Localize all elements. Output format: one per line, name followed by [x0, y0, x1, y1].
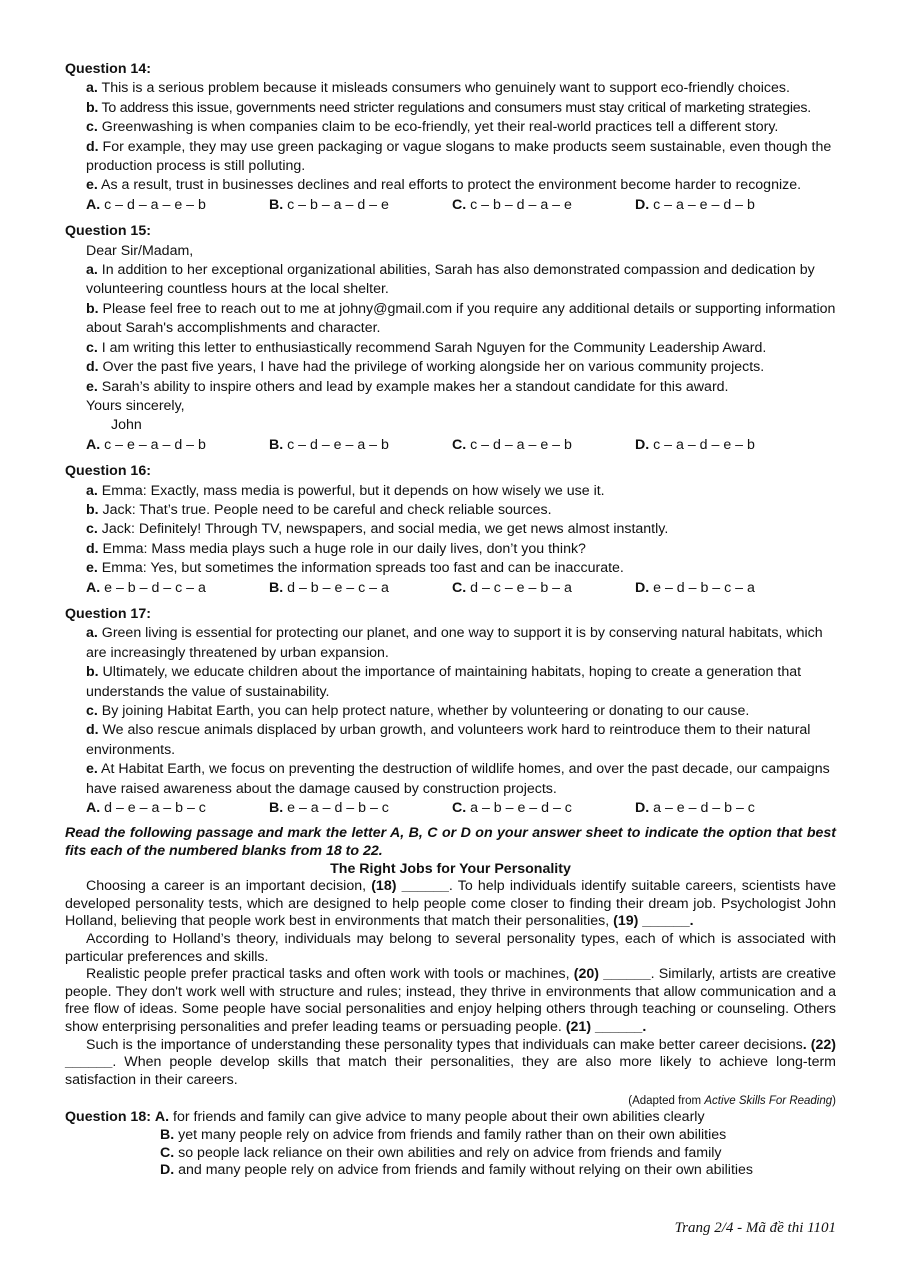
- exam-page: [65, 60, 836, 1180]
- sentence-b: b. Ultimately, we educate children about the importance of maintaining habitats, hoping to create a generation that understands the value of sustainability.: [86, 664, 802, 700]
- option-d[interactable]: D. c – a – d – e – b: [635, 436, 755, 453]
- option-d[interactable]: D. and many people rely on advice from friends and family without relying on their own abilities: [160, 1162, 754, 1179]
- reading-section: [65, 825, 836, 1109]
- question-title: Question 18:: [65, 1109, 151, 1126]
- letter-closing: Yours sincerely,: [86, 397, 185, 414]
- sentence-a: a. This is a serious problem because it misleads consumers who genuinely want to support eco-friendly choices.: [86, 80, 790, 97]
- sentence-b: b. To address this issue, governments need stricter regulations and consumers must stay critical of marketing strategies.: [86, 99, 811, 116]
- option-b[interactable]: B. d – b – e – c – a: [269, 579, 389, 596]
- sentence-b: b. Please feel free to reach out to me at johny@gmail.com if you require any additional details or supporting information about Sarah's accomplishments and character.: [86, 300, 836, 337]
- sentence-c: c. Greenwashing is when companies claim to be eco-friendly, yet their real-world practices tell a different story.: [86, 119, 779, 136]
- option-b[interactable]: B. yet many people rely on advice from friends and family rather than on their own abilities: [160, 1126, 727, 1143]
- option-c[interactable]: C. so people lack reliance on their own abilities and rely on advice from friends and family: [160, 1144, 722, 1161]
- answer-options: [86, 196, 836, 215]
- passage-paragraph-3: Realistic people prefer practical tasks and often work with tools or machines, (20) ______. Similarly, artists are creative people. They don't work well with structure and rules; instead, they thrive in environments that allow communication and a free flow of ideas. Some people have social personalities and enjoy helping others through teaching or counseling. Others show enterprising personalities and prefer leading teams or persuading people. (21) ______.: [65, 966, 837, 1035]
- option-c[interactable]: C. c – d – a – e – b: [452, 436, 572, 453]
- question-14: [65, 60, 836, 215]
- sentence-e: e. Emma: Yes, but sometimes the information spreads too fast and can be inaccurate.: [86, 560, 624, 577]
- sentence-d: d. Emma: Mass media plays such a huge role in our daily lives, don’t you think?: [86, 540, 586, 557]
- question-17: [65, 605, 836, 818]
- blank-22: . (22) ______: [65, 1036, 836, 1071]
- option-a[interactable]: A. c – e – a – d – b: [86, 436, 206, 453]
- option-d[interactable]: D. a – e – d – b – c: [635, 800, 755, 817]
- passage-title: The Right Jobs for Your Personality: [330, 860, 571, 877]
- sentence-a: a. In addition to her exceptional organizational abilities, Sarah has also demonstrated compassion and dedication by volunteering countless hours at the local shelter.: [86, 262, 815, 298]
- sentence-a: a. Emma: Exactly, mass media is powerful, but it depends on how wisely we use it.: [86, 482, 605, 499]
- option-c[interactable]: C. c – b – d – a – e: [452, 196, 572, 213]
- option-a[interactable]: A. d – e – a – b – c: [86, 800, 206, 817]
- blank-20: (20) ______: [573, 966, 651, 983]
- sentence-c: c. By joining Habitat Earth, you can help protect nature, whether by volunteering or donating to our cause.: [86, 703, 750, 719]
- sentence-c: c. Jack: Definitely! Through TV, newspapers, and social media, we get news almost instantly.: [86, 521, 669, 538]
- sentence-d: d. We also rescue animals displaced by urban growth, and volunteers work hard to reintroduce them to their natural environments.: [86, 722, 811, 758]
- letter-signature: John: [111, 417, 142, 434]
- letter-greeting: Dear Sir/Madam,: [86, 242, 194, 259]
- question-15: [65, 222, 836, 455]
- sentence-e: e. As a result, trust in businesses declines and real efforts to protect the environment become harder to recognize.: [86, 177, 802, 194]
- question-title: Question 16:: [65, 463, 151, 480]
- sentence-a: a. Green living is essential for protecting our planet, and one way to support it is by conserving natural habitats, which are increasingly threatened by urban expansion.: [86, 625, 823, 661]
- passage-paragraph-1: Choosing a career is an important decision, (18) ______. To help individuals identify suitable careers, scientists have developed personality tests, which are designed to help people come closer to finding their dream job. Psychologist John Holland, believing that people work best in environments that match their personalities, (19) ______.: [65, 878, 836, 930]
- option-b[interactable]: B. c – d – e – a – b: [269, 436, 389, 453]
- option-a[interactable]: Question 18: A. for friends and family can give advice to many people about their own abilities clearly: [65, 1109, 705, 1126]
- sentence-d: d. Over the past five years, I have had the privilege of working alongside her on various community projects.: [86, 359, 765, 376]
- question-title: Question 17:: [65, 605, 151, 622]
- passage-paragraph-4: Such is the importance of understanding these personality types that individuals can make better career decisions. (22) ______. When people develop skills that match their personalities, they are also more likely to achieve long-term satisfaction in their careers.: [65, 1036, 836, 1088]
- sentence-e: e. Sarah’s ability to inspire others and lead by example makes her a standout candidate for this award.: [86, 378, 729, 395]
- answer-options: [86, 436, 836, 455]
- option-a[interactable]: A. e – b – d – c – a: [86, 579, 206, 596]
- answer-options: [86, 579, 836, 598]
- answer-options: [86, 799, 836, 818]
- sentence-e: e. At Habitat Earth, we focus on preventing the destruction of wildlife homes, and over the past decade, our campaigns have raised awareness about the damage caused by construction projects.: [86, 761, 830, 797]
- sentence-d: d. For example, they may use green packaging or vague slogans to make products seem sustainable, even though the production process is still polluting.: [86, 138, 832, 175]
- question-16: [65, 462, 836, 598]
- sentence-b: b. Jack: That’s true. People need to be careful and check reliable sources.: [86, 501, 552, 518]
- option-d[interactable]: D. e – d – b – c – a: [635, 579, 755, 596]
- passage-paragraph-2: According to Holland’s theory, individuals may belong to several personality types, each of which is associated with particular preferences and skills.: [65, 931, 836, 965]
- option-d[interactable]: D. c – a – e – d – b: [635, 196, 755, 213]
- blank-18: (18) ______: [371, 878, 449, 895]
- option-a[interactable]: A. c – d – a – e – b: [86, 196, 206, 213]
- option-c[interactable]: C. d – c – e – b – a: [452, 579, 572, 596]
- option-c[interactable]: C. a – b – e – d – c: [452, 800, 572, 817]
- passage-source: (Adapted from Active Skills For Reading): [628, 1095, 836, 1108]
- sentence-c: c. I am writing this letter to enthusiastically recommend Sarah Nguyen for the Community Leadership Award.: [86, 339, 767, 356]
- page-footer: Trang 2/4 - Mã đề thi 1101: [674, 1220, 836, 1236]
- option-b[interactable]: B. e – a – d – b – c: [269, 800, 389, 817]
- blank-21: (21) ______.: [565, 1018, 647, 1035]
- option-b[interactable]: B. c – b – a – d – e: [269, 196, 389, 213]
- question-18: [65, 1109, 836, 1179]
- blank-19: (19) ______.: [613, 913, 694, 930]
- reading-instruction: Read the following passage and mark the letter A, B, C or D on your answer sheet to indicate the option that best fits each of the numbered blanks from 18 to 22.: [65, 825, 836, 860]
- question-title: Question 15:: [65, 223, 151, 240]
- question-title: Question 14:: [65, 61, 151, 77]
